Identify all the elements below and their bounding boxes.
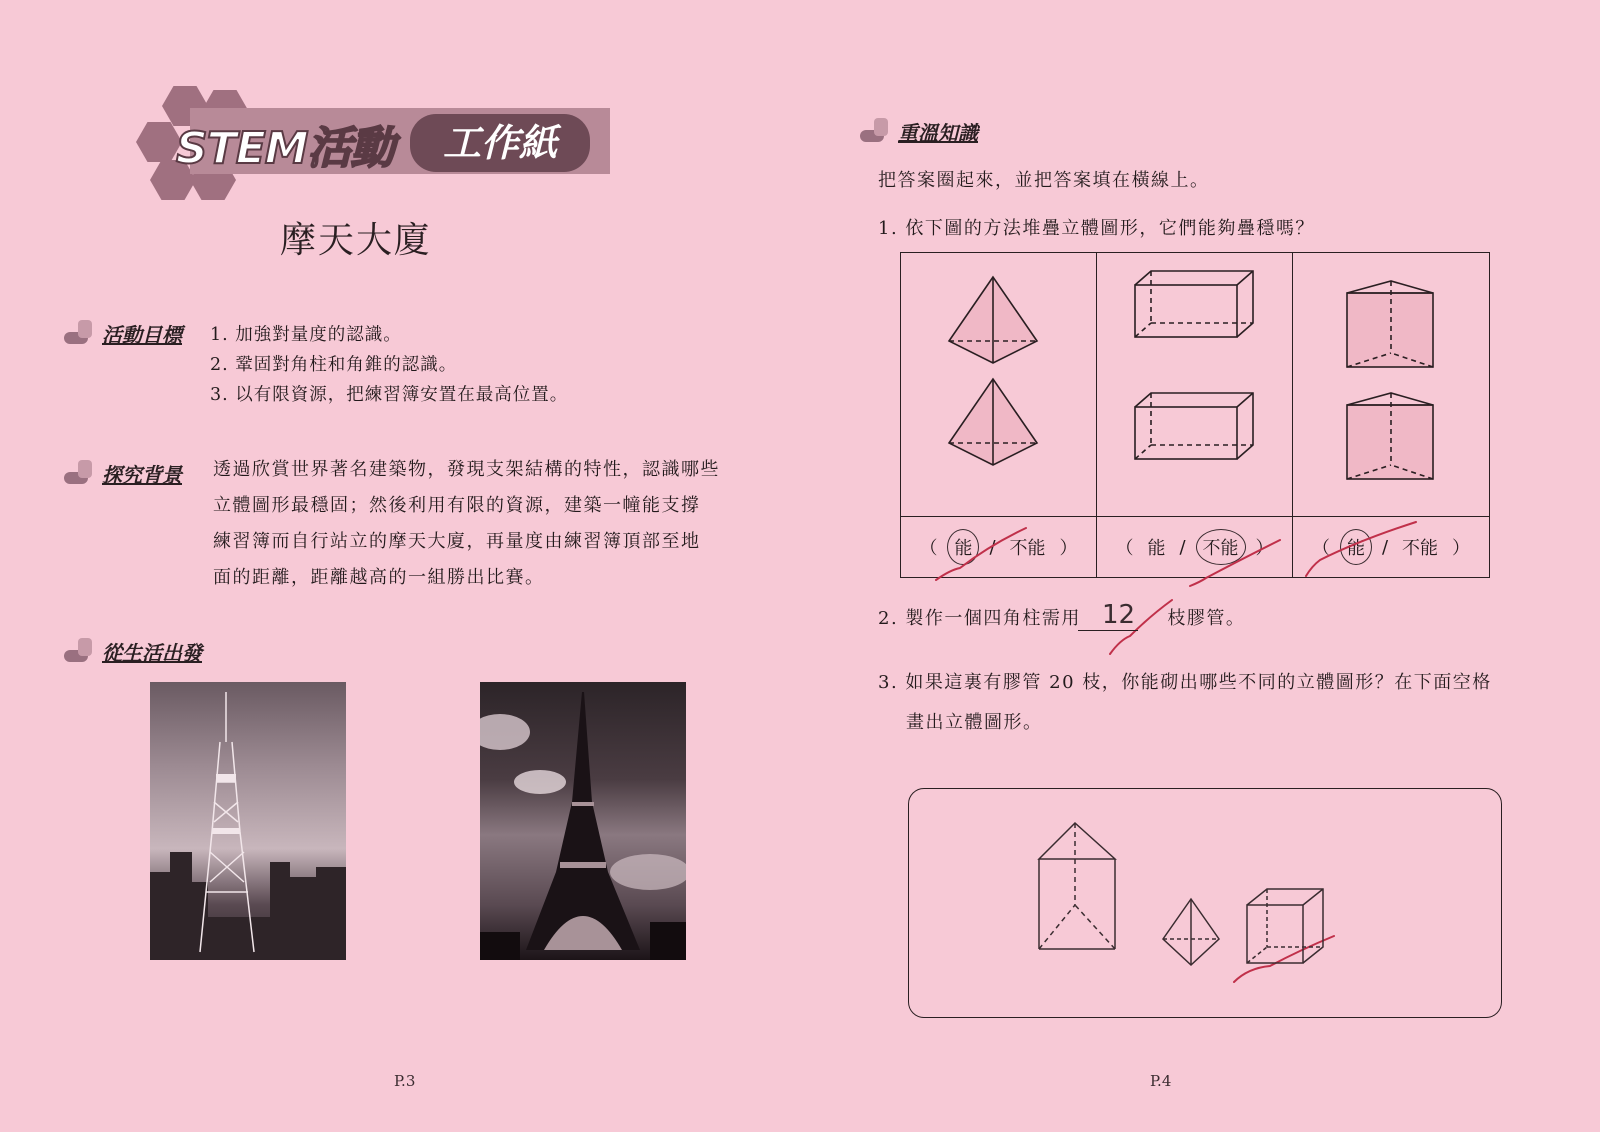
section-icon	[64, 458, 98, 488]
background-line: 透過欣賞世界著名建築物，發現支架結構的特性，認識哪些	[213, 459, 720, 480]
q2-handwritten-answer[interactable]: 12	[1102, 600, 1136, 630]
option-yes-circled[interactable]: 能	[947, 529, 979, 565]
background-line: 面的距離，距離越高的一組勝出比賽。	[213, 567, 545, 588]
option-no[interactable]: 不能	[1402, 538, 1439, 559]
goal-item: 1. 加強對量度的認識。	[210, 325, 402, 345]
q2-prefix: 2. 製作一個四角柱需用	[878, 608, 1081, 629]
page-number: P.4	[1150, 1072, 1172, 1090]
q2-answer-line	[1078, 630, 1138, 631]
option-separator: /	[1179, 536, 1186, 558]
banner-stem-text: STEM活動	[176, 123, 394, 174]
question-1: 1. 依下圖的方法堆疊立體圖形，它們能夠疊穩嗎？	[878, 218, 1315, 239]
review-heading: 重溫知識	[898, 120, 978, 145]
open-paren: （	[1115, 538, 1134, 559]
question-2	[878, 604, 1245, 630]
tokyo-tower-photo	[150, 682, 346, 960]
close-paren: ）	[1255, 538, 1274, 559]
goals-heading: 活動目標	[102, 322, 182, 347]
stem-banner	[130, 86, 610, 204]
goals-header	[64, 318, 182, 348]
check-mark-icon	[936, 528, 1026, 580]
background-paragraph	[213, 452, 733, 596]
instruction-text: 把答案圈起來，並把答案填在橫線上。	[878, 170, 1210, 191]
option-no-circled[interactable]: 不能	[1196, 529, 1246, 565]
q2-suffix: 枝膠管。	[1167, 608, 1246, 629]
option-yes[interactable]: 能	[1147, 538, 1166, 559]
goal-item: 2. 鞏固對角柱和角錐的認識。	[210, 355, 458, 375]
life-heading: 從生活出發	[102, 640, 202, 665]
question-3-line-1: 3. 如果這裏有膠管 20 枝，你能砌出哪些不同的立體圖形？在下面空格	[878, 672, 1492, 693]
page-number: P.3	[394, 1072, 416, 1090]
page-title: 摩天大廈	[280, 220, 433, 261]
background-line: 立體圖形最穩固；然後利用有限的資源，建築一幢能支撐	[213, 495, 701, 516]
background-line: 練習簿而自行站立的摩天大廈，再量度由練習簿頂部至地	[213, 531, 701, 552]
option-no[interactable]: 不能	[1009, 538, 1046, 559]
goals-list	[210, 320, 568, 410]
question-3-line-2: 畫出立體圖形。	[906, 712, 1043, 733]
goal-item: 3. 以有限資源，把練習簿安置在最高位置。	[210, 385, 569, 405]
close-paren: ）	[1059, 538, 1078, 559]
background-heading: 探究背景	[102, 462, 182, 487]
option-separator: /	[1381, 536, 1389, 558]
section-icon	[64, 318, 98, 348]
section-icon	[64, 636, 98, 666]
open-paren: （	[1311, 538, 1330, 559]
eiffel-tower-photo	[480, 682, 686, 960]
right-page	[800, 0, 1600, 1132]
banner-worksheet-tag: 工作紙	[410, 114, 590, 172]
option-yes-circled[interactable]: 能	[1340, 529, 1372, 565]
check-mark-icon	[1190, 540, 1280, 586]
background-header	[64, 458, 182, 488]
check-mark-icon	[1306, 522, 1416, 576]
close-paren: ）	[1452, 538, 1471, 559]
open-paren: （	[919, 538, 938, 559]
drawing-area[interactable]	[908, 788, 1502, 1018]
option-separator: /	[989, 536, 996, 558]
life-header	[64, 636, 202, 666]
